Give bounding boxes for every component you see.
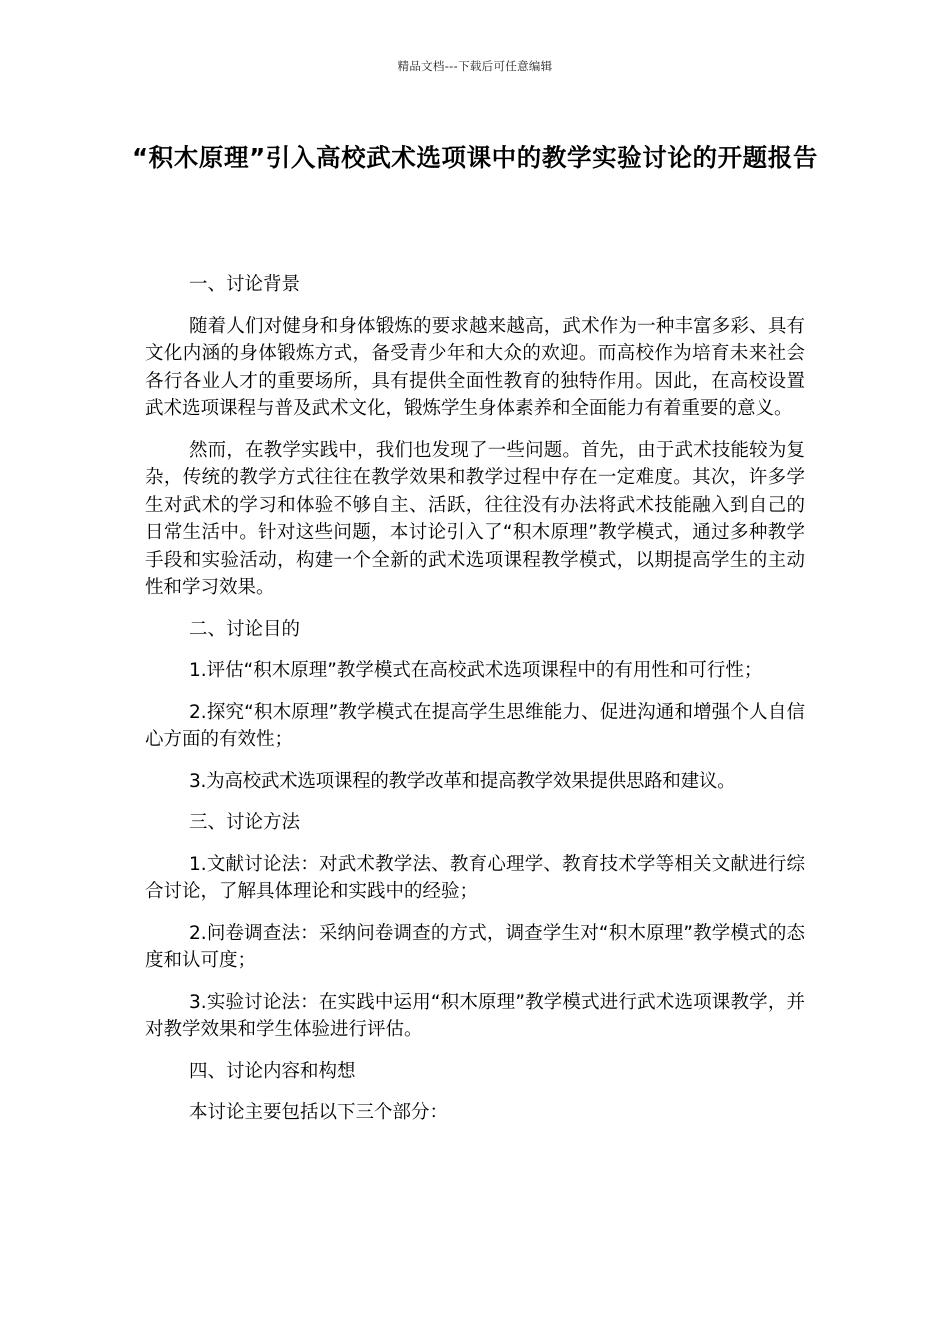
section-heading-background: 一、讨论背景 [189, 274, 301, 295]
list-item: 3.实验讨论法：在实践中运用“积木原理”教学模式进行武术选项课教学，并对教学效果和学生体验进行评估。 [145, 991, 805, 1040]
list-item: 2.探究“积木原理”教学模式在提高学生思维能力、促进沟通和增强个人自信心方面的有效性； [145, 701, 805, 750]
paragraph: 随着人们对健身和身体锻炼的要求越来越高，武术作为一种丰富多彩、具有文化内涵的身体锻炼方式，备受青少年和大众的欢迎。而高校作为培育未来社会各行各业人才的重要场所，具有提供全面性教育的独特作用。因此，在高校设置武术选项课程与普及武术文化，锻炼学生身体素养和全面能力有着重要的意义。 [145, 315, 805, 419]
section-heading-methods: 三、讨论方法 [189, 812, 301, 833]
header-note: 精品文档---下载后可任意编辑 [397, 59, 553, 73]
list-item: 1.文献讨论法：对武术教学法、教育心理学、教育技术学等相关文献进行综合讨论，了解具体理论和实践中的经验； [145, 853, 805, 902]
list-item: 3.为高校武术选项课程的教学改革和提高教学效果提供思路和建议。 [189, 770, 736, 792]
list-item: 1.评估“积木原理”教学模式在高校武术选项课程中的有用性和可行性； [189, 660, 763, 681]
list-item: 2.问卷调查法：采纳问卷调查的方式，调查学生对“积木原理”教学模式的态度和认可度； [145, 922, 805, 971]
paragraph: 本讨论主要包括以下三个部分： [189, 1102, 449, 1123]
section-heading-content: 四、讨论内容和构想 [189, 1060, 356, 1082]
paragraph: 然而，在教学实践中，我们也发现了一些问题。首先，由于武术技能较为复杂，传统的教学方式往往在教学效果和教学过程中存在一定难度。其次，许多学生对武术的学习和体验不够自主、活跃，往往没有办法将武术技能融入到自己的日常生活中。针对这些问题，本讨论引入了“积木原理”教学模式，通过多种教学手段和实验活动，构建一个全新的武术选项课程教学模式，以期提高学生的主动性和学习效果。 [145, 439, 805, 598]
document-title: “积木原理”引入高校武术选项课中的教学实验讨论的开题报告 [131, 143, 818, 172]
section-heading-purpose: 二、讨论目的 [189, 618, 301, 640]
document-body [145, 271, 805, 1141]
